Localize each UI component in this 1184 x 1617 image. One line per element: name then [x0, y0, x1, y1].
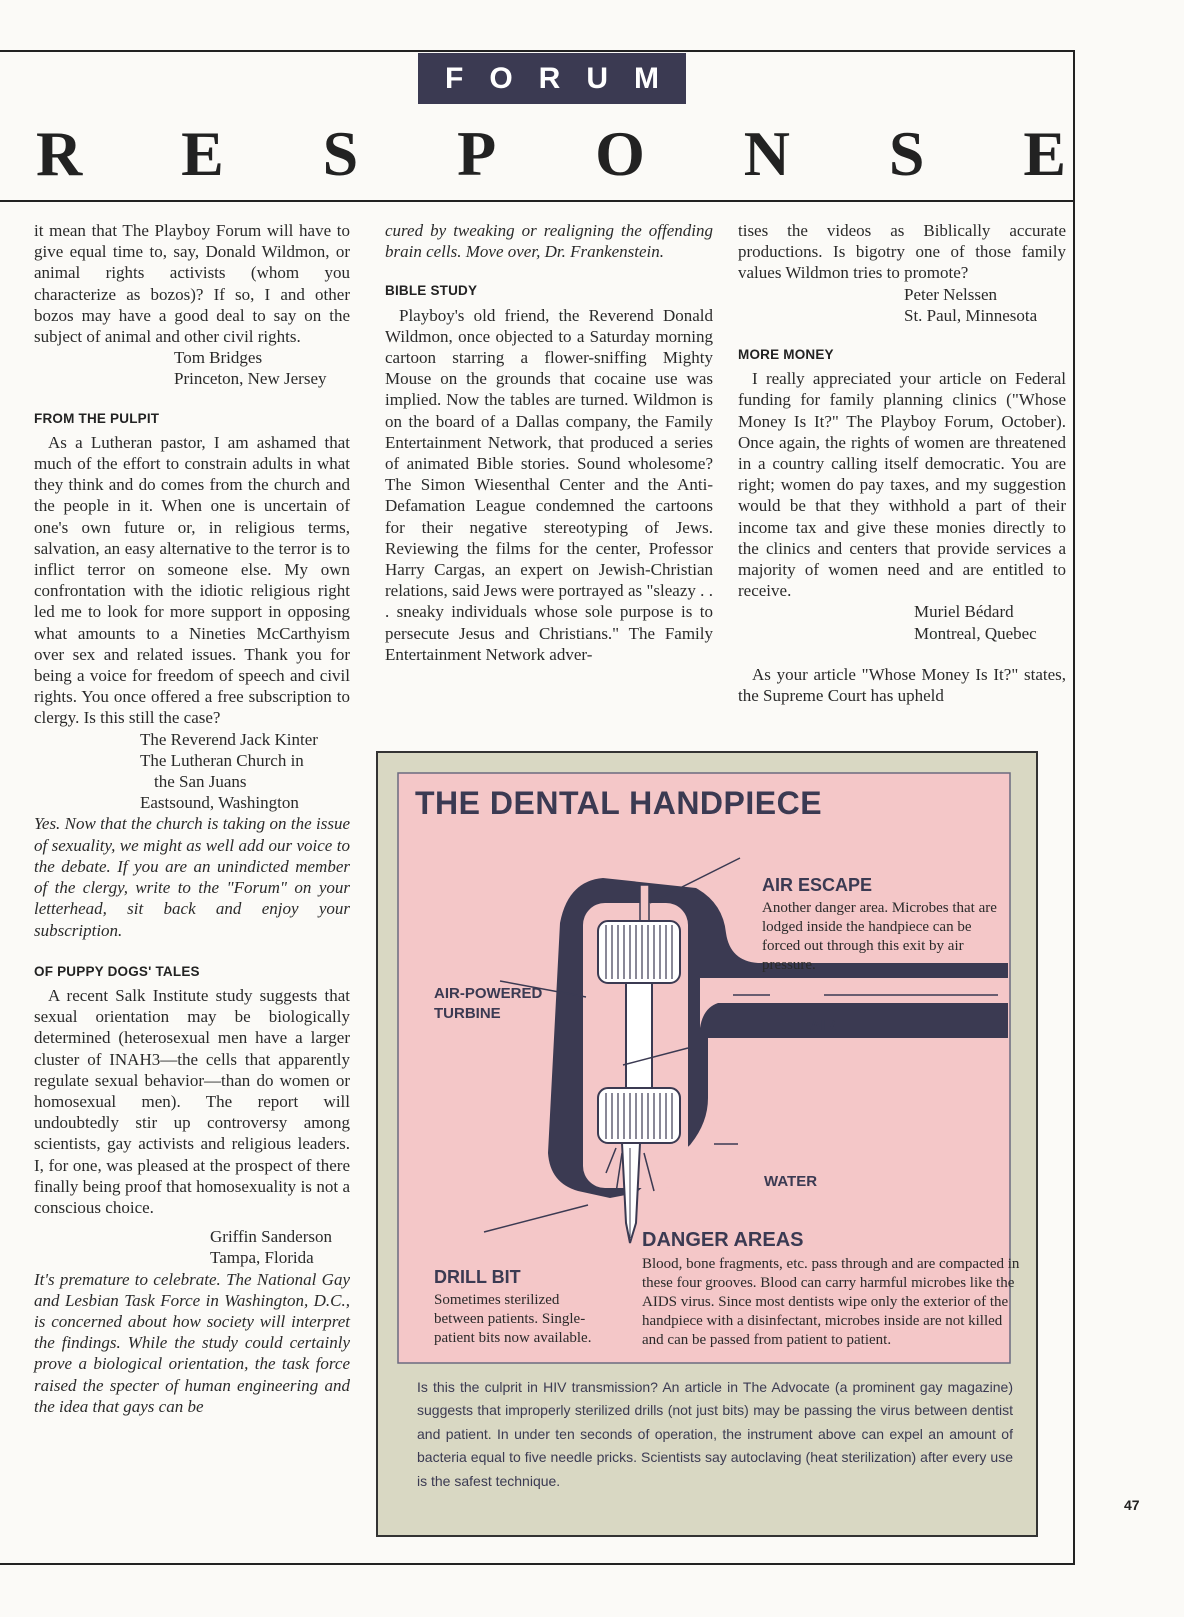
letter-text: Playboy's old friend, the Reverend Donald Wildmon, once objected to a Saturday morning cartoon starring a flower-sniffing Mighty Mouse on the grounds that cocaine use was implied. Now the tables are turned. Wildmon is on the board of a Dallas company, the Family Entertainment Network, that produced a series of animated Bible stories. Sound wholesome? The Simon Wiesenthal Center and the Anti-Defamation League condemned the cartoons for their negative stereotyping of Jews. Reviewing the films for the center, Professor Harry Cargas, an expert on Jewish-Christian relations, said Jews were portrayed as "sleazy . . . sneaky individuals whose sole purpose is to persecute Jesus and Christians." The Family Entertainment Network adver- [385, 305, 713, 664]
response-letter: O [595, 118, 645, 189]
signature-name: Tom Bridges [174, 348, 263, 368]
letter-text: A recent Salk Institute study suggests that sexual orientation may be biologically determined (heterosexual men have a larger cluster of INAH3—the cells that apparently regulate sexual behavior—than do women or homosexual men). The report will undoubtedly stir up controversy among scientists, gay activists and religious leaders. I, for one, was pleased at the prospect of there finally being proof that homosexuality is not a conscious choice. [34, 985, 350, 1217]
signature-name: The Reverend Jack Kinter [140, 729, 318, 749]
air-escape-label: AIR ESCAPE [762, 875, 873, 895]
response-letter: P [457, 118, 497, 189]
forum-banner: FORUM [418, 53, 686, 104]
signature-line: The Lutheran Church in [140, 750, 304, 770]
drill-bit-description: Sometimes sterilized between patients. Single-patient bits now available. [434, 1292, 592, 1346]
column-1 [34, 220, 350, 1417]
turbine-label-line-2: TURBINE [434, 1005, 501, 1022]
letter-text: As a Lutheran pastor, I am ashamed that much of the effort to constrain adults in what they think and do comes from the church and the people in it. When one is uncertain of one's own future or, in religious terms, salvation, an easy alternative to the terror is to inflict terror on someone else. My own confrontation with the idiotic religious right led me to look for more support in opposing what amounts to a Nineties McCarthyism over sex and related issues. Thank you for being a voice for freedom of speech and civil rights. You once offered a free subscription to clergy. Is this still the case? [34, 432, 350, 728]
letter-text: it mean that The Playboy Forum will have to give equal time to, say, Donald Wildmon, or animal rights activists (whom you characterize as bozos)? If so, I and other bozos may have a good deal to say on the subject of animal and other civil rights. [34, 221, 350, 347]
signature-name: Muriel Bédard [914, 602, 1014, 622]
signature-place: Princeton, New Jersey [174, 369, 327, 389]
response-letter: E [181, 118, 224, 189]
danger-areas-label: DANGER AREAS [642, 1229, 804, 1251]
danger-areas-description: Blood, bone fragments, etc. pass through and are compacted in these four grooves. Blood can carry harmful microbes like the AIDS virus. Since most dentists wipe only the exterior of the handpiece with a disinfectant, microbes inside are not killed and can be passed from patient to patient. [642, 1256, 1020, 1348]
lower-turbine [598, 1088, 680, 1143]
response-letter: R [36, 118, 83, 189]
editor-reply: It's premature to celebrate. The National Gay and Lesbian Task Force in Washington, D.C., is concerned about how society will interpret the findings. While the study could certainly prove a biological orientation, the task force raised the specter of human engineering and the idea that gays can be [34, 1269, 350, 1416]
signature-name: Griffin Sanderson [210, 1227, 332, 1247]
response-letter: N [743, 118, 790, 189]
signature-name: Peter Nelssen [904, 284, 998, 304]
water-label: WATER [764, 1173, 818, 1190]
frame-bottom-rule [0, 1563, 1075, 1565]
figure-title: THE DENTAL HANDPIECE [415, 785, 823, 821]
editor-reply: cured by tweaking or realigning the offending brain cells. Move over, Dr. Frankenstein. [385, 221, 713, 262]
response-letter: S [888, 118, 925, 189]
frame-right-rule [1073, 50, 1075, 1565]
section-heading: FROM THE PULPIT [34, 410, 160, 426]
signature-place: St. Paul, Minnesota [904, 305, 1038, 325]
column-3 [738, 220, 1066, 706]
signature-place: Montreal, Quebec [914, 623, 1037, 643]
upper-turbine [598, 921, 680, 983]
editor-reply: Yes. Now that the church is taking on the issue of sexuality, we might as well add our voice to the debate. If you are an unindicted member of the clergy, write to the "Forum" on your letterhead, sit back and enjoy your subscription. [34, 814, 350, 940]
section-heading: MORE MONEY [738, 347, 834, 363]
air-label: AIR [810, 1017, 836, 1034]
signature-place: Eastsound, Washington [140, 793, 299, 813]
header-rule [0, 200, 1075, 202]
turbine-label: AIR-POWERED [434, 985, 543, 1002]
section-heading: BIBLE STUDY [385, 283, 478, 299]
response-letter: S [322, 118, 359, 189]
column-2 [385, 220, 713, 665]
letter-text: I really appreciated your article on Federal funding for family planning clinics ("Whose Money Is It?" The Playboy Forum, October). Once again, the rights of women are threatened in a country calling itself democratic. You are right; women do pay taxes, and my suggestion would be that they withhold a part of their income tax and give these monies directly to the clinics and centers that provide services a majority of women need and are entitled to receive. [738, 369, 1066, 601]
section-heading: OF PUPPY DOGS' TALES [34, 963, 200, 979]
drill-bit-label: DRILL BIT [434, 1267, 521, 1287]
signature-line: the San Juans [154, 772, 247, 792]
air-escape-description: Another danger area. Microbes that are lodged inside the handpiece can be forced out through this exit by air pressure. [762, 900, 997, 973]
turbine-shaft [626, 983, 652, 1093]
page-number: 47 [1124, 1497, 1140, 1513]
response-title [36, 118, 1066, 190]
response-letter: E [1023, 118, 1066, 189]
letter-text: As your article "Whose Money Is It?" states, the Supreme Court has upheld [738, 664, 1066, 706]
letter-text: tises the videos as Biblically accurate productions. Is bigotry one of those family values Wildmon tries to promote? [738, 221, 1066, 283]
frame-top-rule [0, 50, 1075, 52]
figure-caption: Is this the culprit in HIV transmission? An article in The Advocate (a prominent gay magazine) suggests that improperly sterilized drills (not just bits) may be passing the virus between dentist and patient. In under ten seconds of operation, the instrument above can expel an amount of bacteria equal to five needle pricks. Scientists say autoclaving (heat sterilization) after every use is the safest technique. [417, 1379, 1013, 1489]
signature-place: Tampa, Florida [210, 1248, 314, 1268]
